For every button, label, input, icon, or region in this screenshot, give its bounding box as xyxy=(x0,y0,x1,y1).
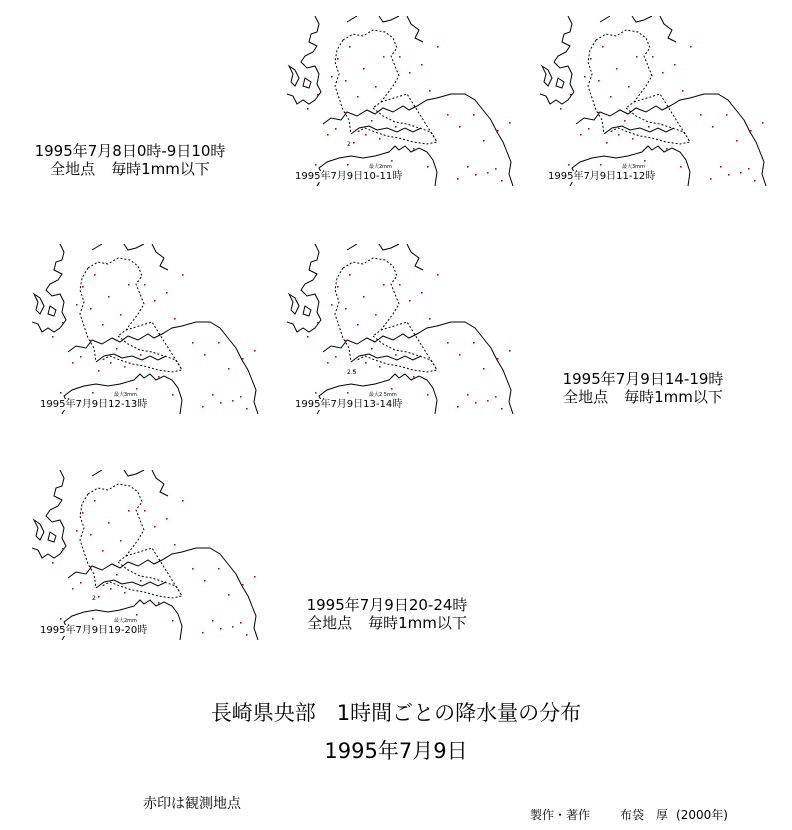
station-marker xyxy=(497,130,499,132)
station-marker xyxy=(212,620,214,622)
note-no-rain-3 xyxy=(272,596,502,632)
station-marker xyxy=(94,274,96,276)
boundary-dashed-west xyxy=(335,268,351,362)
note-threshold: 毎時1mm以下 xyxy=(624,388,723,406)
station-marker xyxy=(395,126,397,128)
coastline-northwest xyxy=(540,16,574,104)
station-marker xyxy=(327,362,329,364)
boundary-dashed-north xyxy=(88,258,144,336)
station-marker xyxy=(427,394,429,396)
station-marker xyxy=(80,356,82,358)
boundary-dashed-north xyxy=(343,258,399,336)
coastline-inlet xyxy=(542,66,552,86)
station-marker xyxy=(202,632,204,634)
station-marker xyxy=(140,580,142,582)
station-marker xyxy=(94,500,96,502)
coastline-northwest xyxy=(32,470,66,558)
station-marker xyxy=(102,324,104,326)
station-marker xyxy=(254,350,256,352)
station-marker xyxy=(580,134,582,136)
station-marker xyxy=(375,86,377,88)
station-marker xyxy=(182,500,184,502)
map-svg xyxy=(287,16,519,186)
station-markers xyxy=(307,46,511,182)
station-marker xyxy=(154,300,156,302)
boundary-dashed-triangle xyxy=(634,94,690,142)
station-marker xyxy=(158,602,160,604)
map-svg xyxy=(32,470,264,640)
station-marker xyxy=(315,392,317,394)
station-marker xyxy=(590,58,592,60)
note-threshold: 毎時1mm以下 xyxy=(111,160,210,178)
station-marker xyxy=(682,90,684,92)
station-marker xyxy=(90,566,92,568)
station-marker xyxy=(437,274,439,276)
station-marker xyxy=(72,588,74,590)
station-marker xyxy=(331,304,333,306)
station-marker xyxy=(666,148,668,150)
boundary-dashed-west xyxy=(80,268,96,362)
station-marker xyxy=(116,348,118,350)
station-marker xyxy=(750,130,752,132)
coastline-inlet-2 xyxy=(48,532,56,542)
station-marker xyxy=(584,76,586,78)
station-marker xyxy=(628,86,630,88)
map-scale-label: 最大2mm xyxy=(369,164,392,170)
credit-year: (2000年) xyxy=(676,808,728,822)
station-marker xyxy=(365,134,367,136)
station-marker xyxy=(345,80,347,82)
station-marker xyxy=(399,56,401,58)
station-marker xyxy=(409,300,411,302)
station-marker xyxy=(315,164,317,166)
note-line1: 1995年7月8日0時-9日10時 xyxy=(34,142,226,160)
boundary-dashed-north xyxy=(343,30,399,108)
station-marker xyxy=(90,308,92,310)
coastline-north xyxy=(92,244,168,270)
station-markers xyxy=(560,46,764,182)
station-marker xyxy=(317,94,319,96)
map-panel-1 xyxy=(540,16,772,186)
station-marker xyxy=(357,324,359,326)
station-marker xyxy=(246,634,248,636)
station-marker xyxy=(337,58,339,60)
station-marker xyxy=(501,180,503,182)
boundary-dashed-west xyxy=(80,494,96,588)
station-marker xyxy=(680,166,682,168)
station-marker xyxy=(335,128,337,130)
station-marker xyxy=(728,174,730,176)
station-marker xyxy=(62,322,64,324)
station-marker xyxy=(72,362,74,364)
station-marker xyxy=(182,274,184,276)
station-marker xyxy=(116,574,118,576)
station-marker xyxy=(80,582,82,584)
station-marker xyxy=(624,120,626,122)
boundary-dashed-west xyxy=(588,40,604,134)
station-marker xyxy=(192,568,194,570)
note-line2 xyxy=(272,614,502,632)
station-marker xyxy=(710,178,712,180)
station-marker xyxy=(588,128,590,130)
station-marker xyxy=(467,394,469,396)
station-marker xyxy=(712,126,714,128)
boundary-dashed-triangle xyxy=(381,322,437,370)
map-caption: 1995年7月9日12-13時 xyxy=(40,399,148,410)
station-marker xyxy=(232,626,234,628)
station-marker xyxy=(110,588,112,590)
note-all-stations: 全地点 xyxy=(50,160,96,178)
station-marker xyxy=(347,392,349,394)
station-marker xyxy=(218,342,220,344)
station-marker xyxy=(254,576,256,578)
station-markers xyxy=(52,274,256,410)
station-markers xyxy=(52,500,256,636)
station-marker xyxy=(383,284,385,286)
station-marker xyxy=(246,408,248,410)
boundary-dashed-triangle xyxy=(126,548,182,596)
station-marker xyxy=(240,396,242,398)
coastline-inlet xyxy=(34,294,44,314)
station-marker xyxy=(154,526,156,528)
station-marker xyxy=(240,622,242,624)
station-marker xyxy=(357,96,359,98)
station-marker xyxy=(391,388,393,390)
map-scale-label: 最大2mm xyxy=(114,618,137,624)
station-marker xyxy=(379,138,381,140)
station-marker xyxy=(509,122,511,124)
station-marker xyxy=(166,518,168,520)
station-marker xyxy=(700,114,702,116)
station-marker xyxy=(62,548,64,550)
station-marker xyxy=(228,594,230,596)
note-line2 xyxy=(12,160,248,178)
station-marker xyxy=(399,284,401,286)
map-caption: 1995年7月9日11-12時 xyxy=(548,171,656,182)
map-caption: 1995年7月9日10-11時 xyxy=(295,171,403,182)
station-marker xyxy=(483,368,485,370)
station-marker xyxy=(307,108,309,110)
coastline-north xyxy=(92,470,168,496)
station-marker xyxy=(363,68,365,70)
station-marker xyxy=(90,340,92,342)
station-marker xyxy=(174,544,176,546)
station-marker xyxy=(76,304,78,306)
map-panel-3 xyxy=(287,244,519,414)
station-marker xyxy=(212,394,214,396)
coastline-north xyxy=(600,16,676,42)
coastline-inlet-2 xyxy=(48,306,56,316)
station-marker xyxy=(331,76,333,78)
boundary-dashed-triangle xyxy=(381,94,437,142)
legend-note: 赤印は観測地点 xyxy=(143,796,241,812)
station-marker xyxy=(172,394,174,396)
station-marker xyxy=(602,46,604,48)
station-marker xyxy=(487,172,489,174)
station-marker xyxy=(447,114,449,116)
station-marker xyxy=(192,342,194,344)
station-marker xyxy=(128,510,130,512)
station-marker xyxy=(60,392,62,394)
station-marker xyxy=(110,362,112,364)
map-panel-4 xyxy=(32,470,264,640)
station-marker xyxy=(497,358,499,360)
boundary-dashed-west xyxy=(335,40,351,134)
station-marker xyxy=(457,406,459,408)
station-marker xyxy=(509,350,511,352)
station-marker xyxy=(598,112,600,114)
station-marker xyxy=(363,296,365,298)
boundary-dashed-north xyxy=(596,30,652,108)
note-no-rain-2 xyxy=(528,370,758,406)
coastline-inlet xyxy=(289,66,299,86)
station-markers xyxy=(307,274,511,410)
station-marker xyxy=(413,148,415,150)
station-marker xyxy=(409,72,411,74)
station-marker xyxy=(427,166,429,168)
station-marker xyxy=(720,166,722,168)
station-marker xyxy=(92,392,94,394)
station-marker xyxy=(606,142,608,144)
credit-author: 布袋 厚 xyxy=(620,808,669,822)
station-marker xyxy=(748,168,750,170)
coastline-north xyxy=(347,16,423,42)
station-marker xyxy=(108,296,110,298)
station-marker xyxy=(429,318,431,320)
station-marker xyxy=(337,286,339,288)
station-marker xyxy=(736,140,738,142)
station-marker xyxy=(128,284,130,286)
station-marker xyxy=(140,354,142,356)
coastline-inlet xyxy=(34,520,44,540)
boundary-dashed-triangle xyxy=(126,322,182,370)
note-line1: 1995年7月9日14-19時 xyxy=(562,370,724,388)
station-marker xyxy=(740,172,742,174)
coastline-northwest xyxy=(32,244,66,332)
station-marker xyxy=(570,94,572,96)
station-marker xyxy=(371,348,373,350)
station-marker xyxy=(459,354,461,356)
station-marker xyxy=(636,56,638,58)
coastline-north xyxy=(347,244,423,270)
station-marker xyxy=(345,308,347,310)
note-all-stations: 全地点 xyxy=(563,388,609,406)
station-marker xyxy=(648,126,650,128)
station-marker xyxy=(52,562,54,564)
station-marker xyxy=(345,340,347,342)
station-marker xyxy=(421,64,423,66)
station-marker xyxy=(391,160,393,162)
station-marker xyxy=(495,168,497,170)
coastline-northwest xyxy=(287,16,321,104)
station-marker xyxy=(652,56,654,58)
station-marker xyxy=(429,90,431,92)
station-marker xyxy=(600,164,602,166)
station-marker xyxy=(242,358,244,360)
map-scale-label: 最大3mm xyxy=(114,392,137,398)
station-marker xyxy=(136,388,138,390)
station-marker xyxy=(108,522,110,524)
station-marker xyxy=(371,120,373,122)
station-marker xyxy=(632,138,634,140)
station-marker xyxy=(347,164,349,166)
station-marker xyxy=(174,318,176,320)
map-caption: 1995年7月9日13-14時 xyxy=(295,399,403,410)
credit xyxy=(530,806,728,823)
station-marker xyxy=(457,178,459,180)
station-marker xyxy=(487,400,489,402)
station-marker xyxy=(102,550,104,552)
station-marker xyxy=(690,46,692,48)
credit-label: 製作・著作 xyxy=(530,808,591,822)
station-marker xyxy=(345,112,347,114)
station-marker xyxy=(82,286,84,288)
station-marker xyxy=(467,166,469,168)
station-marker xyxy=(421,292,423,294)
station-marker xyxy=(172,620,174,622)
station-marker xyxy=(92,618,94,620)
station-marker xyxy=(616,68,618,70)
station-marker xyxy=(60,618,62,620)
station-marker xyxy=(475,174,477,176)
map-svg xyxy=(287,244,519,414)
note-no-rain-1 xyxy=(12,142,248,178)
map-caption: 1995年7月9日19-20時 xyxy=(40,625,148,636)
station-marker xyxy=(317,322,319,324)
station-marker xyxy=(560,108,562,110)
station-marker xyxy=(90,534,92,536)
coastline-inlet xyxy=(289,294,299,314)
station-marker xyxy=(447,342,449,344)
station-marker xyxy=(98,596,100,598)
station-marker xyxy=(242,584,244,586)
coastline-inlet-2 xyxy=(556,78,564,88)
station-marker xyxy=(644,160,646,162)
station-marker xyxy=(618,134,620,136)
station-marker xyxy=(495,396,497,398)
station-marker xyxy=(166,292,168,294)
station-marker xyxy=(365,362,367,364)
coastline-inlet-2 xyxy=(303,78,311,88)
station-marker xyxy=(473,342,475,344)
station-marker xyxy=(120,314,122,316)
map-panel-2 xyxy=(32,244,264,414)
station-marker xyxy=(501,408,503,410)
station-marker xyxy=(82,512,84,514)
station-marker xyxy=(327,134,329,136)
map-svg xyxy=(32,244,264,414)
station-marker xyxy=(220,402,222,404)
station-marker xyxy=(204,580,206,582)
map-svg xyxy=(540,16,772,186)
station-marker xyxy=(754,180,756,182)
station-marker xyxy=(762,122,764,124)
station-marker xyxy=(473,114,475,116)
station-marker xyxy=(136,614,138,616)
station-marker xyxy=(335,356,337,358)
station-marker xyxy=(568,164,570,166)
rainfall-value-label: 2.5 xyxy=(347,369,357,376)
coastline-northwest xyxy=(287,244,321,332)
station-marker xyxy=(610,96,612,98)
note-threshold: 毎時1mm以下 xyxy=(368,614,467,632)
station-marker xyxy=(307,336,309,338)
boundary-dashed-north xyxy=(88,484,144,562)
station-marker xyxy=(204,354,206,356)
station-marker xyxy=(144,284,146,286)
station-marker xyxy=(437,46,439,48)
station-marker xyxy=(202,406,204,408)
note-line2 xyxy=(528,388,758,406)
station-marker xyxy=(120,540,122,542)
rainfall-value-label: 2 xyxy=(92,595,96,602)
station-marker xyxy=(413,376,415,378)
station-marker xyxy=(375,314,377,316)
station-marker xyxy=(395,354,397,356)
station-marker xyxy=(379,366,381,368)
station-marker xyxy=(598,80,600,82)
station-marker xyxy=(52,336,54,338)
station-marker xyxy=(349,46,351,48)
station-marker xyxy=(475,402,477,404)
map-panel-0 xyxy=(287,16,519,186)
station-marker xyxy=(124,592,126,594)
station-marker xyxy=(98,370,100,372)
station-marker xyxy=(218,568,220,570)
station-marker xyxy=(353,142,355,144)
station-marker xyxy=(144,510,146,512)
station-marker xyxy=(349,274,351,276)
station-marker xyxy=(220,628,222,630)
station-marker xyxy=(726,114,728,116)
note-all-stations: 全地点 xyxy=(307,614,353,632)
station-marker xyxy=(674,64,676,66)
page-date: 1995年7月9日 xyxy=(324,739,468,763)
rainfall-value-label: 2 xyxy=(347,141,351,148)
station-marker xyxy=(383,56,385,58)
station-marker xyxy=(232,400,234,402)
coastline-inlet-2 xyxy=(303,306,311,316)
station-marker xyxy=(459,126,461,128)
station-marker xyxy=(662,72,664,74)
station-marker xyxy=(124,366,126,368)
note-line1: 1995年7月9日20-24時 xyxy=(306,596,468,614)
station-marker xyxy=(483,140,485,142)
map-scale-label: 最大3mm xyxy=(622,164,645,170)
page-title: 長崎県央部 1時間ごとの降水量の分布 xyxy=(210,701,582,725)
station-marker xyxy=(76,530,78,532)
map-scale-label: 最大2.5mm xyxy=(369,392,397,398)
station-marker xyxy=(158,376,160,378)
station-marker xyxy=(228,368,230,370)
